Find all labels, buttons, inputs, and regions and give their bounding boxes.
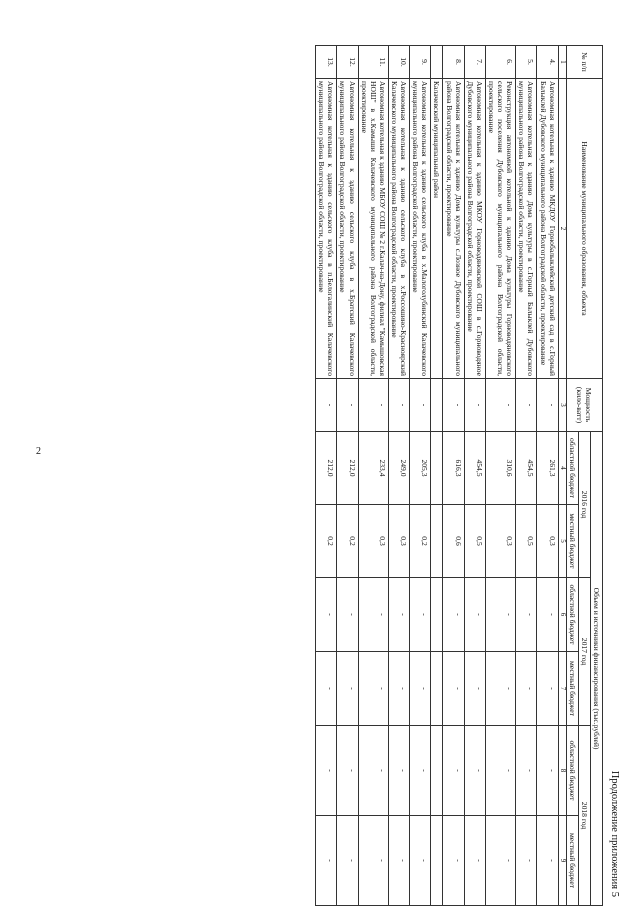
row-number: 10.: [388, 46, 409, 79]
value-2016-local: 0,2: [337, 505, 358, 578]
value-2018-local: -: [316, 816, 337, 906]
value-2016-regional: 249,0: [388, 432, 409, 505]
value-2017-local: -: [464, 652, 485, 726]
table-row: [358, 46, 388, 906]
power-cell: -: [388, 379, 409, 432]
value-2016-regional: 310,6: [485, 432, 515, 505]
value-2017-local: -: [537, 652, 558, 726]
value-2017-regional: -: [443, 578, 464, 652]
power-cell: -: [516, 379, 537, 432]
column-number: 4: [558, 432, 566, 505]
column-number: 5: [558, 505, 566, 578]
region-empty-cell: [431, 505, 443, 578]
value-2016-local: 0,3: [485, 505, 515, 578]
value-2018-local: -: [537, 816, 558, 906]
region-empty-cell: [431, 379, 443, 432]
table-row: [516, 46, 537, 906]
value-2016-regional: 454,5: [516, 432, 537, 505]
value-2016-local: 0,3: [388, 505, 409, 578]
value-2018-local: -: [337, 816, 358, 906]
power-cell: -: [443, 379, 464, 432]
value-2018-regional: -: [337, 726, 358, 816]
header-year-2016: 2016 год: [578, 432, 590, 578]
value-2017-local: -: [358, 652, 388, 726]
header-name: Наименование муниципального образования, объекта: [566, 79, 602, 379]
header-local: местный бюджет: [566, 652, 578, 726]
table-row: [443, 46, 464, 906]
value-2016-local: 0,5: [516, 505, 537, 578]
financing-table: [315, 45, 603, 906]
region-empty-cell: [431, 432, 443, 505]
value-2018-regional: -: [443, 726, 464, 816]
row-number: 7.: [464, 46, 485, 79]
header-no: № п/п: [566, 46, 602, 79]
region-empty-cell: [431, 816, 443, 906]
value-2018-local: -: [485, 816, 515, 906]
object-name: Автономная котельная к зданию Дома культуры в с.Горный Балыклей Дубовского муниципального района Волгоградской области, проектирование: [516, 79, 537, 379]
value-2018-regional: -: [316, 726, 337, 816]
value-2018-local: -: [358, 816, 388, 906]
value-2017-regional: -: [337, 578, 358, 652]
value-2018-regional: -: [537, 726, 558, 816]
value-2016-local: 0,2: [410, 505, 431, 578]
value-2018-regional: -: [358, 726, 388, 816]
value-2018-local: -: [516, 816, 537, 906]
object-name: Автономная котельная к зданию МКОУ Горноводяновской СОШ в с.Горноводяное Дубовского муниципального района Волгоградской области, проектирование: [464, 79, 485, 379]
region-row: [431, 46, 443, 906]
value-2017-local: -: [516, 652, 537, 726]
power-cell: -: [316, 379, 337, 432]
power-cell: -: [464, 379, 485, 432]
header-regional: областной бюджет: [566, 432, 578, 505]
row-number: 9.: [410, 46, 431, 79]
row-number: 8.: [443, 46, 464, 79]
value-2017-local: -: [388, 652, 409, 726]
header-local: местный бюджет: [566, 505, 578, 578]
power-cell: -: [537, 379, 558, 432]
value-2017-regional: -: [537, 578, 558, 652]
value-2016-local: 0,5: [464, 505, 485, 578]
column-number: 6: [558, 578, 566, 652]
table-row: [485, 46, 515, 906]
value-2017-local: -: [337, 652, 358, 726]
value-2016-local: 0,3: [358, 505, 388, 578]
column-number: 3: [558, 379, 566, 432]
value-2018-regional: -: [485, 726, 515, 816]
table-row: [316, 46, 337, 906]
object-name: Реконструкция автономной котельной к зданию Дома культуры Горноводяновского сельского поселения Дубовского муниципального района Волгоградской области, проектирование: [485, 79, 515, 379]
value-2016-regional: 454,5: [464, 432, 485, 505]
region-name: Калачевский муниципальный район: [431, 79, 443, 379]
power-cell: -: [410, 379, 431, 432]
column-number: 1: [558, 46, 566, 79]
value-2016-regional: 261,3: [537, 432, 558, 505]
rotated-page-content: [135, 45, 620, 905]
value-2017-regional: -: [316, 578, 337, 652]
object-name: Автономная котельная к зданию сельского клуба в п.Белогалинский Калачевского муниципального района Волгоградской области, проектирование: [316, 79, 337, 379]
value-2016-local: 0,6: [443, 505, 464, 578]
value-2018-regional: -: [516, 726, 537, 816]
value-2017-local: -: [485, 652, 515, 726]
object-name: Автономная котельная к зданию МКДОУ Горнобалыклейский детский сад в с.Горный Балыклей Дубовского муниципального района Волгоградской области, проектирование: [537, 79, 558, 379]
object-name: Автономная котельная к зданию сельского клуба в х.Россошино-Красноярский Калачевского муниципального района Волгоградской области, проектирование: [388, 79, 409, 379]
header-power: Мощность (кило-ватт): [566, 379, 602, 432]
value-2016-regional: 205,3: [410, 432, 431, 505]
page-number: 2: [36, 446, 41, 457]
header-year-2018: 2018 год: [578, 726, 590, 906]
region-empty-cell: [431, 726, 443, 816]
table-body: [316, 46, 559, 906]
object-name: Автономная котельная к зданию сельского клуба в х.Братский Калачевского муниципального района Волгоградской области, проектирование: [337, 79, 358, 379]
object-name: Автономная котельная к зданию МБОУ СОШ № 2 г.Калач-на-Дону, филиал "Камышовская НОШ" в х.Камыши Калачевского муниципального района Волгоградской области, проектирование: [358, 79, 388, 379]
column-number: 2: [558, 79, 566, 379]
header-volume: Объем и источники финансирования (тыс.рублей): [590, 432, 602, 906]
value-2017-regional: -: [410, 578, 431, 652]
column-number: 7: [558, 652, 566, 726]
column-number: 9: [558, 816, 566, 906]
power-cell: -: [358, 379, 388, 432]
value-2017-regional: -: [516, 578, 537, 652]
value-2017-regional: -: [464, 578, 485, 652]
value-2018-local: -: [410, 816, 431, 906]
value-2016-local: 0,2: [316, 505, 337, 578]
value-2018-regional: -: [388, 726, 409, 816]
row-number: 12.: [337, 46, 358, 79]
header-regional: областной бюджет: [566, 726, 578, 816]
column-number: 8: [558, 726, 566, 816]
object-name: Автономная котельная к зданию Дома культуры с.Лозное Дубовского муниципального района Волгоградской области, проектирование: [443, 79, 464, 379]
header-year-2017: 2017 год: [578, 578, 590, 726]
header-regional: областной бюджет: [566, 578, 578, 652]
power-cell: -: [485, 379, 515, 432]
value-2017-local: -: [316, 652, 337, 726]
region-empty-cell: [431, 652, 443, 726]
value-2016-regional: 233,4: [358, 432, 388, 505]
table-row: [388, 46, 409, 906]
value-2016-regional: 212,0: [337, 432, 358, 505]
region-empty-cell: [431, 578, 443, 652]
power-cell: -: [337, 379, 358, 432]
value-2018-regional: -: [464, 726, 485, 816]
value-2018-regional: -: [410, 726, 431, 816]
row-number: 11.: [358, 46, 388, 79]
row-number: 13.: [316, 46, 337, 79]
value-2017-regional: -: [388, 578, 409, 652]
row-number: 5.: [516, 46, 537, 79]
value-2016-regional: 616,3: [443, 432, 464, 505]
table-row: [537, 46, 558, 906]
value-2017-local: -: [443, 652, 464, 726]
value-2017-local: -: [410, 652, 431, 726]
value-2018-local: -: [443, 816, 464, 906]
value-2018-local: -: [388, 816, 409, 906]
value-2016-local: 0,3: [537, 505, 558, 578]
table-row: [464, 46, 485, 906]
value-2018-local: -: [464, 816, 485, 906]
value-2016-regional: 212,0: [316, 432, 337, 505]
table-row: [337, 46, 358, 906]
region-empty-cell: [431, 46, 443, 79]
table-row: [410, 46, 431, 906]
value-2017-regional: -: [485, 578, 515, 652]
row-number: 6.: [485, 46, 515, 79]
value-2017-regional: -: [358, 578, 388, 652]
header-local: местный бюджет: [566, 816, 578, 906]
continuation-label: Продолжение приложения 5: [609, 770, 620, 897]
row-number: 4.: [537, 46, 558, 79]
object-name: Автономная котельная к зданию сельского клуба в х.Малоголубинский Калачевского муниципального района Волгоградской области, проектирование: [410, 79, 431, 379]
